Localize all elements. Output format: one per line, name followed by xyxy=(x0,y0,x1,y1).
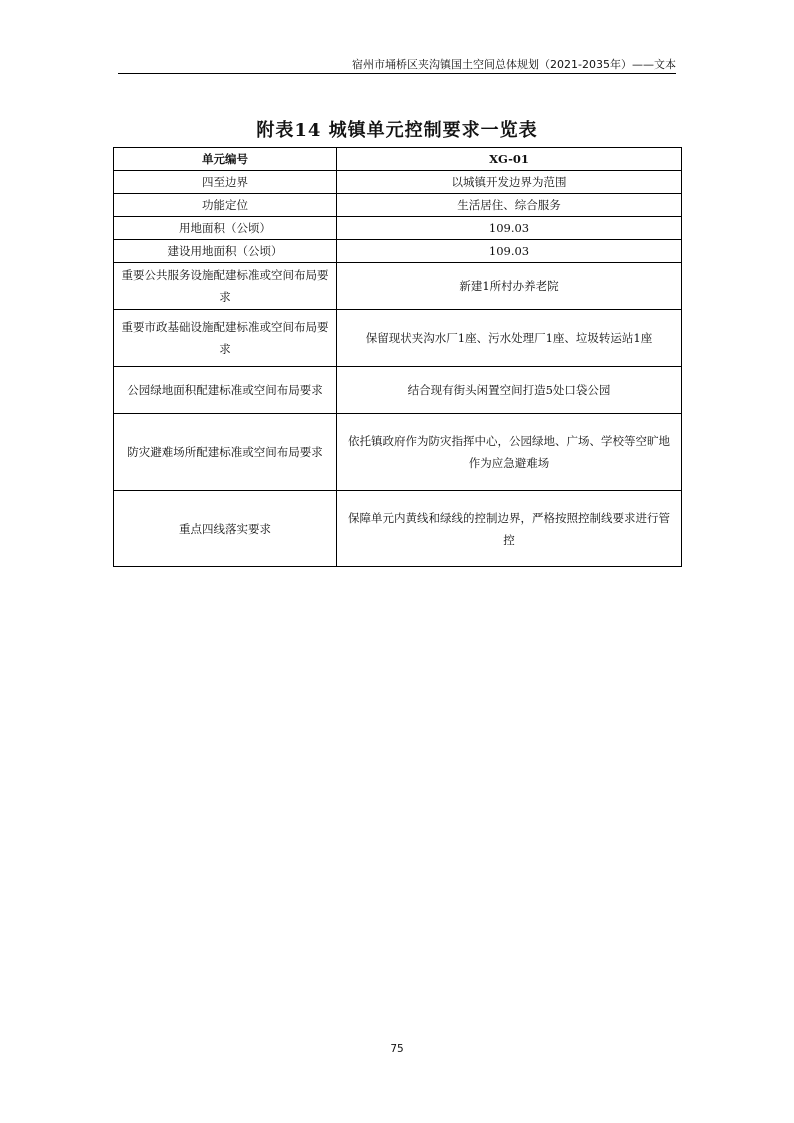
header-cell-label: 单元编号 xyxy=(114,148,337,171)
page-number: 75 xyxy=(390,1043,404,1055)
running-header: 宿州市埇桥区夹沟镇国土空间总体规划（2021-2035年）——文本 xyxy=(352,58,676,71)
table-row xyxy=(114,491,682,567)
row-value: 109.03 xyxy=(337,240,682,263)
row-value: 以城镇开发边界为范围 xyxy=(337,171,682,194)
row-label: 功能定位 xyxy=(114,194,337,217)
row-value: 生活居住、综合服务 xyxy=(337,194,682,217)
row-label: 用地面积（公顷） xyxy=(114,217,337,240)
row-label: 重要市政基础设施配建标准或空间布局要求 xyxy=(114,310,337,367)
row-value: 依托镇政府作为防灾指挥中心，公园绿地、广场、学校等空旷地作为应急避难场 xyxy=(337,414,682,491)
control-requirements-table xyxy=(113,147,682,567)
row-value: 新建1所村办养老院 xyxy=(337,263,682,310)
row-label: 公园绿地面积配建标准或空间布局要求 xyxy=(114,367,337,414)
header-cell-value: XG-01 xyxy=(337,148,682,171)
table-row xyxy=(114,240,682,263)
row-value: 保障单元内黄线和绿线的控制边界，严格按照控制线要求进行管控 xyxy=(337,491,682,567)
row-label: 重点四线落实要求 xyxy=(114,491,337,567)
table-row xyxy=(114,194,682,217)
table-row xyxy=(114,217,682,240)
table-header-row xyxy=(114,148,682,171)
table-row xyxy=(114,310,682,367)
table-row xyxy=(114,171,682,194)
header-divider xyxy=(118,73,676,74)
table-row xyxy=(114,263,682,310)
table-row xyxy=(114,367,682,414)
row-value: 结合现有街头闲置空间打造5处口袋公园 xyxy=(337,367,682,414)
row-label: 四至边界 xyxy=(114,171,337,194)
row-label: 建设用地面积（公顷） xyxy=(114,240,337,263)
table-row xyxy=(114,414,682,491)
row-value: 109.03 xyxy=(337,217,682,240)
row-value: 保留现状夹沟水厂1座、污水处理厂1座、垃圾转运站1座 xyxy=(337,310,682,367)
row-label: 重要公共服务设施配建标准或空间布局要求 xyxy=(114,263,337,310)
table-title: 附表14 城镇单元控制要求一览表 xyxy=(256,120,538,141)
row-label: 防灾避难场所配建标准或空间布局要求 xyxy=(114,414,337,491)
